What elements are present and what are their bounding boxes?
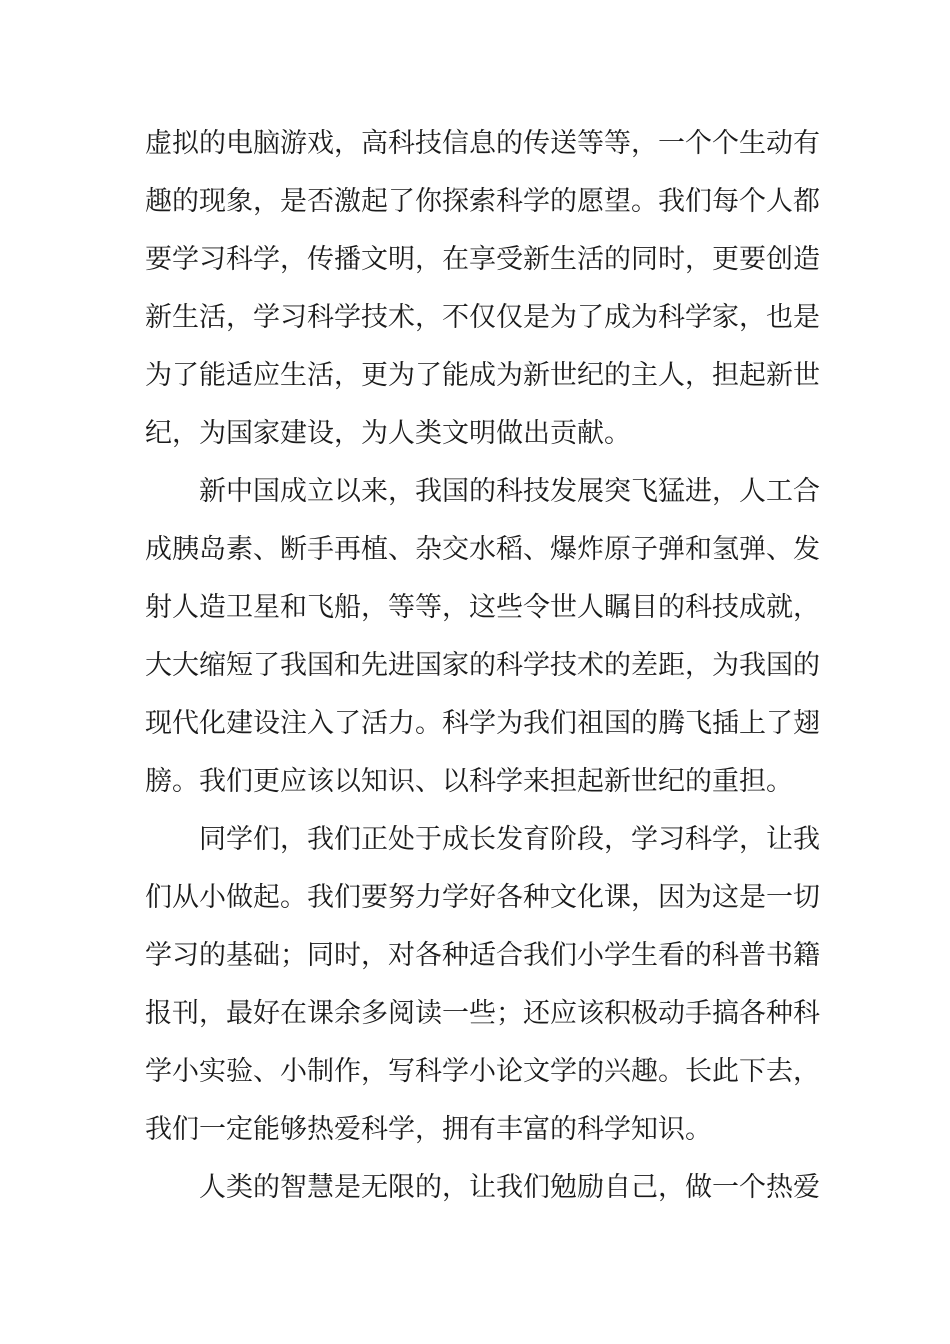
text-line: 新中国成立以来，我国的科技发展突飞猛进，人工合	[199, 476, 820, 507]
text-line: 新生活，学习科学技术，不仅仅是为了成为科学家，也是	[145, 302, 820, 333]
text-line: 同学们，我们正处于成长发育阶段，学习科学，让我	[199, 824, 820, 855]
text-line: 现代化建设注入了活力。科学为我们祖国的腾飞插上了翅	[145, 708, 820, 739]
text-line: 为了能适应生活，更为了能成为新世纪的主人，担起新世	[145, 360, 820, 391]
body-text	[145, 115, 820, 1217]
text-line: 学小实验、小制作，写科学小论文学的兴趣。长此下去，	[145, 1056, 820, 1087]
text-line: 纪，为国家建设，为人类文明做出贡献。	[145, 418, 631, 449]
text-line: 学习的基础；同时，对各种适合我们小学生看的科普书籍	[145, 940, 820, 971]
text-line: 趣的现象，是否激起了你探索科学的愿望。我们每个人都	[145, 186, 820, 217]
text-line: 射人造卫星和飞船，等等，这些令世人瞩目的科技成就，	[145, 592, 820, 623]
text-line: 们从小做起。我们要努力学好各种文化课，因为这是一切	[145, 882, 820, 913]
text-line: 报刊，最好在课余多阅读一些；还应该积极动手搞各种科	[145, 998, 820, 1029]
text-line: 我们一定能够热爱科学，拥有丰富的科学知识。	[145, 1114, 712, 1145]
text-line: 人类的智慧是无限的，让我们勉励自己，做一个热爱	[199, 1172, 820, 1203]
text-line: 虚拟的电脑游戏，高科技信息的传送等等，一个个生动有	[145, 128, 820, 159]
text-line: 大大缩短了我国和先进国家的科学技术的差距，为我国的	[145, 650, 820, 681]
text-line: 成胰岛素、断手再植、杂交水稻、爆炸原子弹和氢弹、发	[145, 534, 820, 565]
text-line: 膀。我们更应该以知识、以科学来担起新世纪的重担。	[145, 766, 793, 797]
text-line: 要学习科学，传播文明，在享受新生活的同时，更要创造	[145, 244, 820, 275]
